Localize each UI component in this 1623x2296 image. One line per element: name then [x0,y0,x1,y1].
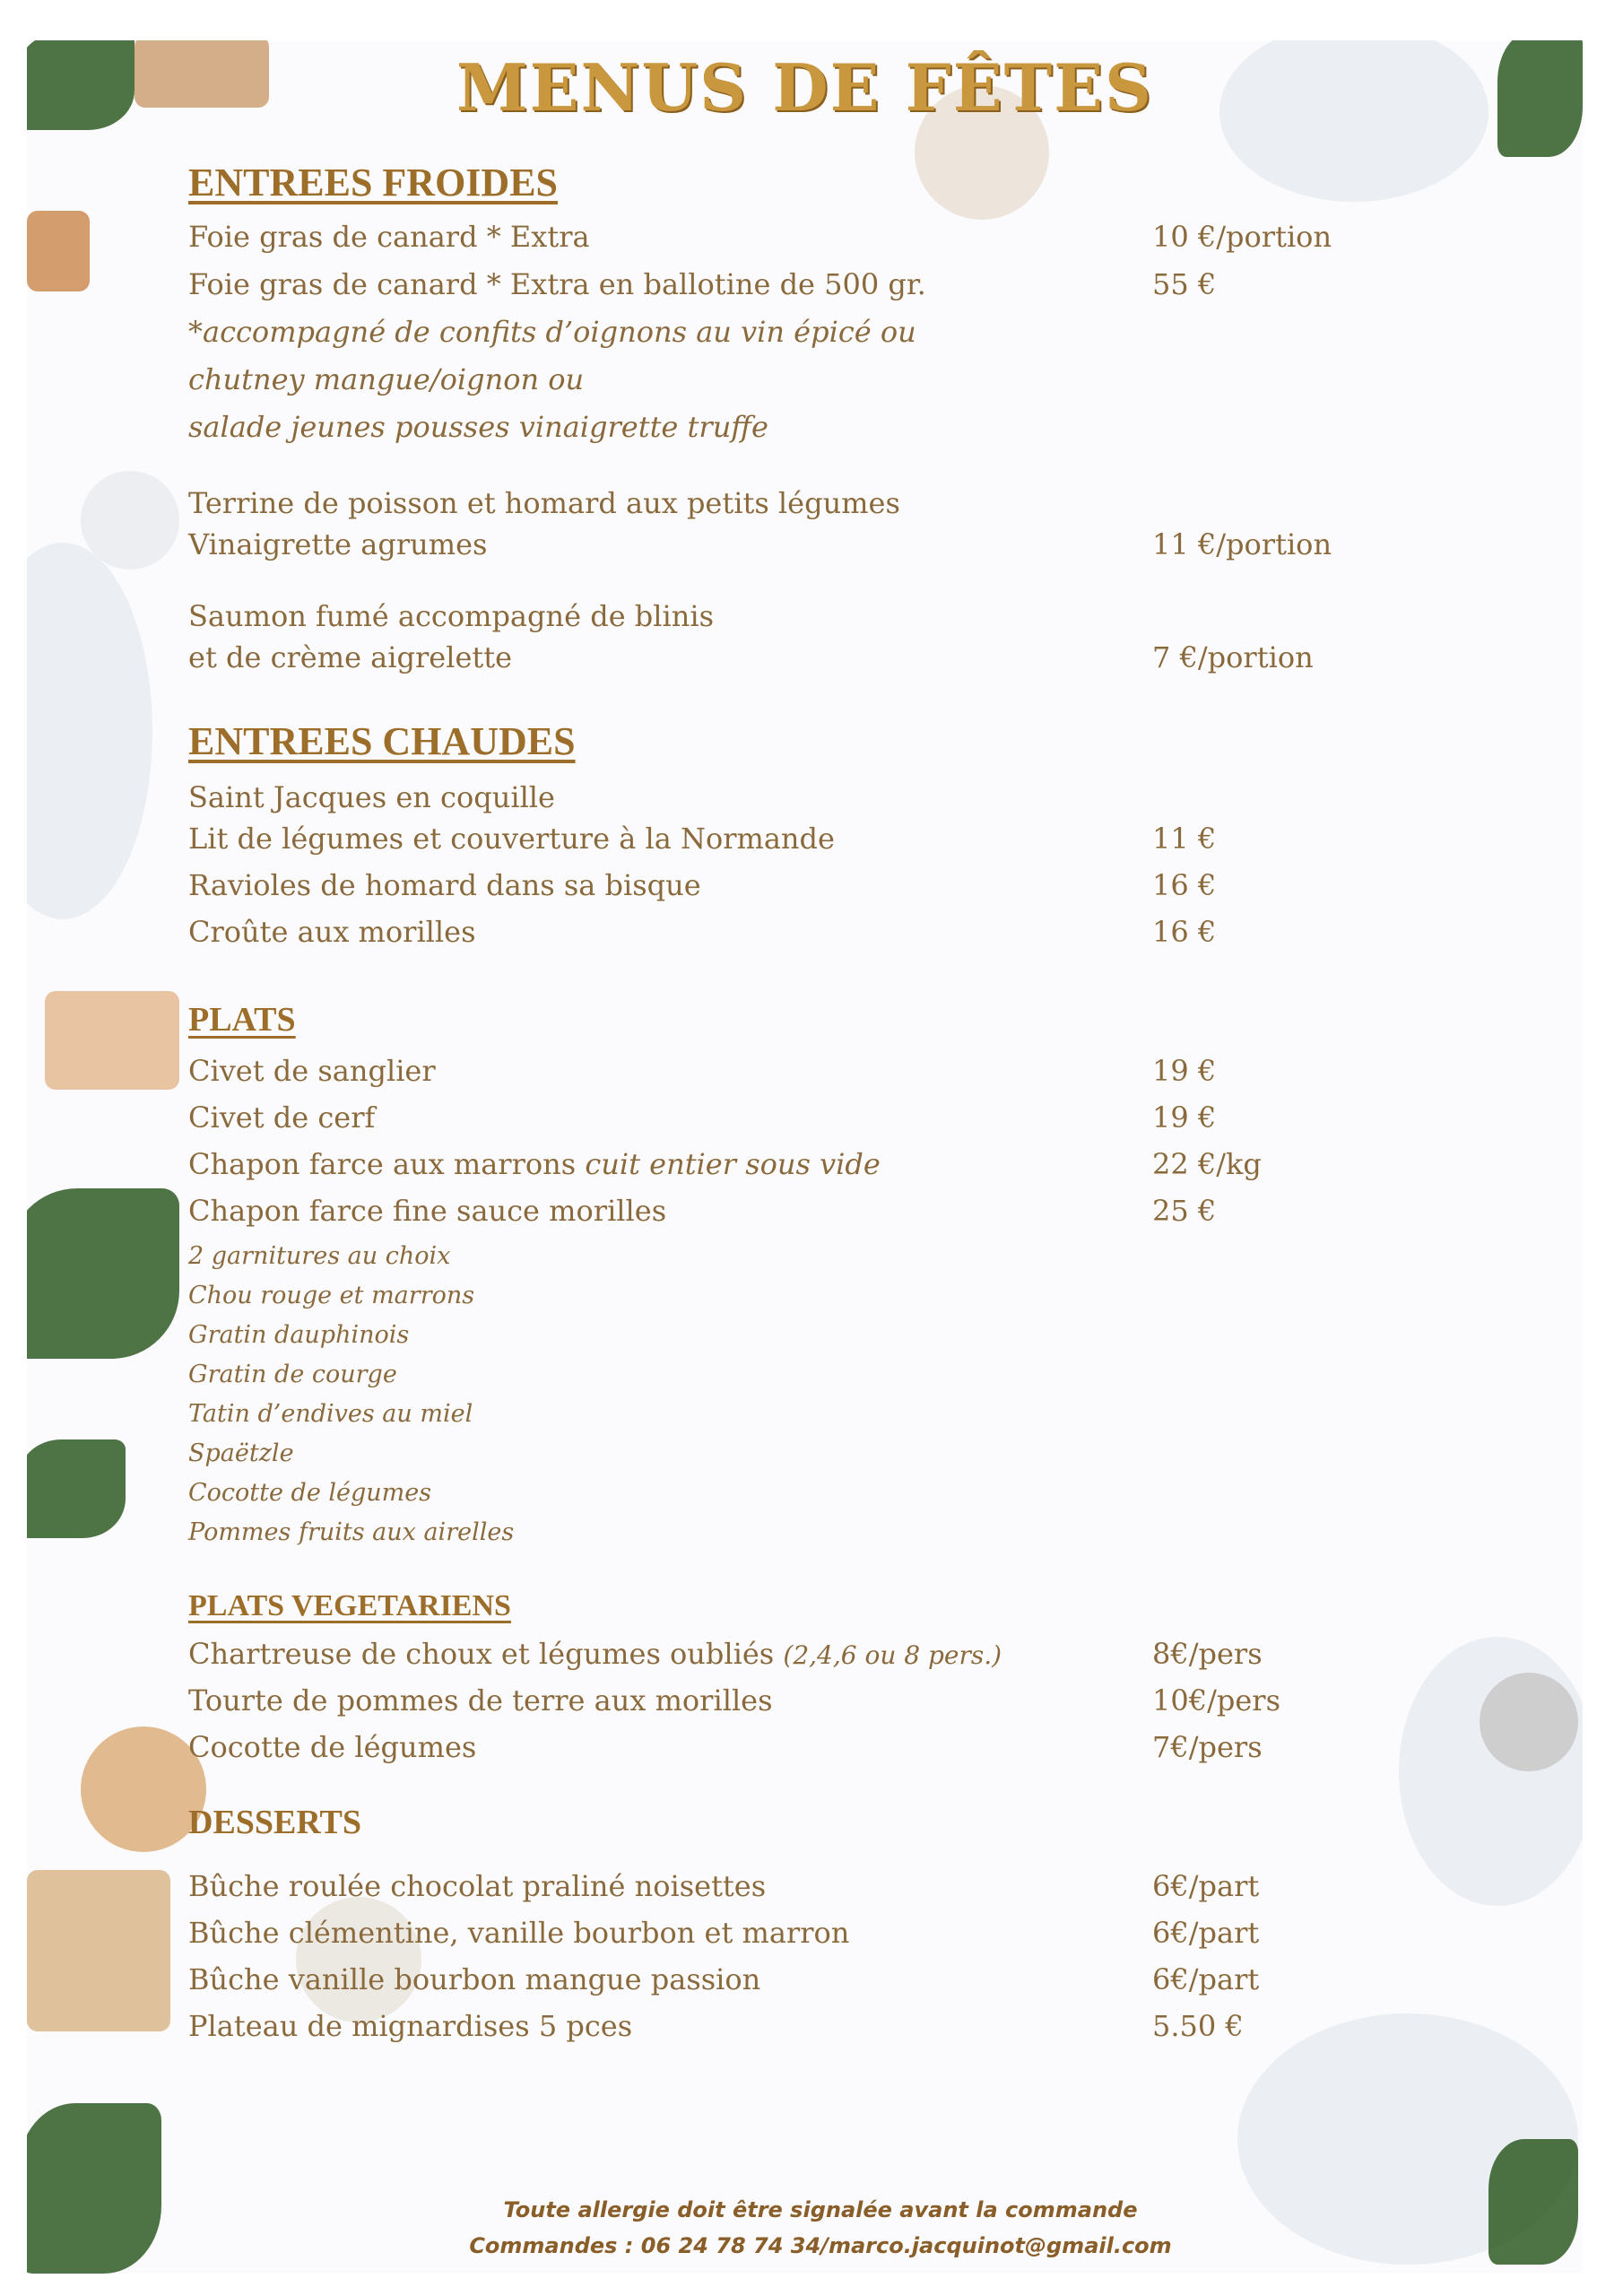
menu-item-price: 11 €/portion [1152,527,1332,561]
menu-item-price: 19 € [1152,1054,1217,1088]
garniture-item: Spaëtzle [188,1439,294,1467]
menu-item-price: 6€/part [1152,1962,1260,1996]
allergy-notice: Toute allergie doit être signalée avant la commande [503,2197,1138,2222]
menu-item-name: Chapon farce aux marrons [188,1147,577,1181]
menu-item-name: Vinaigrette agrumes [188,527,488,561]
menu-item-name: Bûche clémentine, vanille bourbon et marron [188,1916,850,1950]
wood-star-decoration [27,211,90,291]
menu-item-name: Foie gras de canard * Extra [188,220,590,254]
section-heading-entrees-chaudes: ENTREES CHAUDES [188,719,576,763]
garniture-item: Gratin dauphinois [188,1321,410,1349]
menu-item-name: Saint Jacques en coquille [188,780,555,814]
menu-item-name: Saumon fumé accompagné de blinis [188,599,715,633]
menu-item-name: Civet de cerf [188,1100,376,1135]
menu-item-price: 55 € [1152,267,1217,301]
menu-item-price: 19 € [1152,1100,1217,1135]
section-heading-entrees-froides: ENTREES FROIDES [188,161,559,204]
menu-sheet [27,40,1583,2274]
section-heading-plats-vegetariens: PLATS VEGETARIENS [188,1589,511,1622]
garniture-item: 2 garnitures au choix [188,1242,451,1270]
menu-item-price: 6€/part [1152,1916,1260,1950]
frost-decoration [27,543,152,919]
menu-item-name: Lit de légumes et couverture à la Normande [188,822,835,856]
menu-item-price: 16 € [1152,868,1217,902]
fir-branch-decoration [27,1439,126,1538]
garniture-item: Gratin de courge [188,1361,397,1388]
menu-item-name: Chapon farce fine sauce morilles [188,1194,667,1228]
garniture-item: Pommes fruits aux airelles [188,1518,515,1546]
garniture-item: Chou rouge et marrons [188,1282,475,1309]
ornament-ball-decoration [81,1726,206,1852]
garniture-item: Tatin d’endives au miel [188,1400,473,1428]
menu-item-price: 25 € [1152,1194,1217,1228]
accompaniment-note: salade jeunes pousses vinaigrette truffe [188,410,768,444]
garniture-item: Cocotte de légumes [188,1479,432,1507]
menu-item-name: Bûche vanille bourbon mangue passion [188,1962,761,1996]
frost-decoration [1399,1637,1583,1906]
menu-item-name: Foie gras de canard * Extra en ballotine de 500 gr. [188,267,926,301]
menu-item-name: Terrine de poisson et homard aux petits légumes [188,486,900,520]
fir-branch-decoration [1488,2139,1578,2265]
wood-star-decoration [45,991,179,1090]
fir-branch-decoration [27,2103,161,2274]
menu-item-name: Ravioles de homard dans sa bisque [188,868,701,902]
menu-item-price: 10€/pers [1152,1683,1280,1718]
menu-item-name: Plateau de mignardises 5 pces [188,2009,633,2043]
menu-item-price: 10 €/portion [1152,220,1332,254]
menu-item-name: Croûte aux morilles [188,915,476,949]
menu-item-line [188,1147,881,1181]
section-heading-plats: PLATS [188,1001,296,1039]
accompaniment-note: chutney mangue/oignon ou [188,362,585,396]
menu-item-price: 5.50 € [1152,2009,1244,2043]
menu-item-price: 7 €/portion [1152,640,1314,674]
menu-item-note: cuit entier sous vide [585,1147,881,1181]
accompaniment-note: *accompagné de confits d’oignons au vin épicé ou [188,315,916,349]
fir-branch-decoration [27,1188,179,1359]
menu-item-line [188,1637,1002,1671]
menu-item-price: 6€/part [1152,1869,1260,1903]
menu-item-name: Civet de sanglier [188,1054,436,1088]
menu-item-price: 7€/pers [1152,1730,1263,1764]
menu-item-name: et de crème aigrelette [188,640,513,674]
menu-item-price: 22 €/kg [1152,1147,1262,1181]
order-contact: Commandes : 06 24 78 74 34/marco.jacquinot@gmail.com [469,2233,1172,2258]
section-heading-desserts: DESSERTS [188,1804,361,1841]
menu-item-price: 8€/pers [1152,1637,1263,1671]
menu-item-name: Cocotte de légumes [188,1730,477,1764]
wood-ornament-decoration [27,1870,170,2031]
ornament-ball-decoration [1480,1673,1578,1771]
menu-item-name: Bûche roulée chocolat praliné noisettes [188,1869,767,1903]
menu-item-name: Tourte de pommes de terre aux morilles [188,1683,773,1718]
page-title: MENUS DE FÊTES [456,49,1154,126]
menu-item-note: (2,4,6 ou 8 pers.) [783,1640,1002,1670]
menu-item-price: 11 € [1152,822,1217,856]
menu-item-name: Chartreuse de choux et légumes oubliés [188,1637,775,1671]
menu-item-price: 16 € [1152,915,1217,949]
